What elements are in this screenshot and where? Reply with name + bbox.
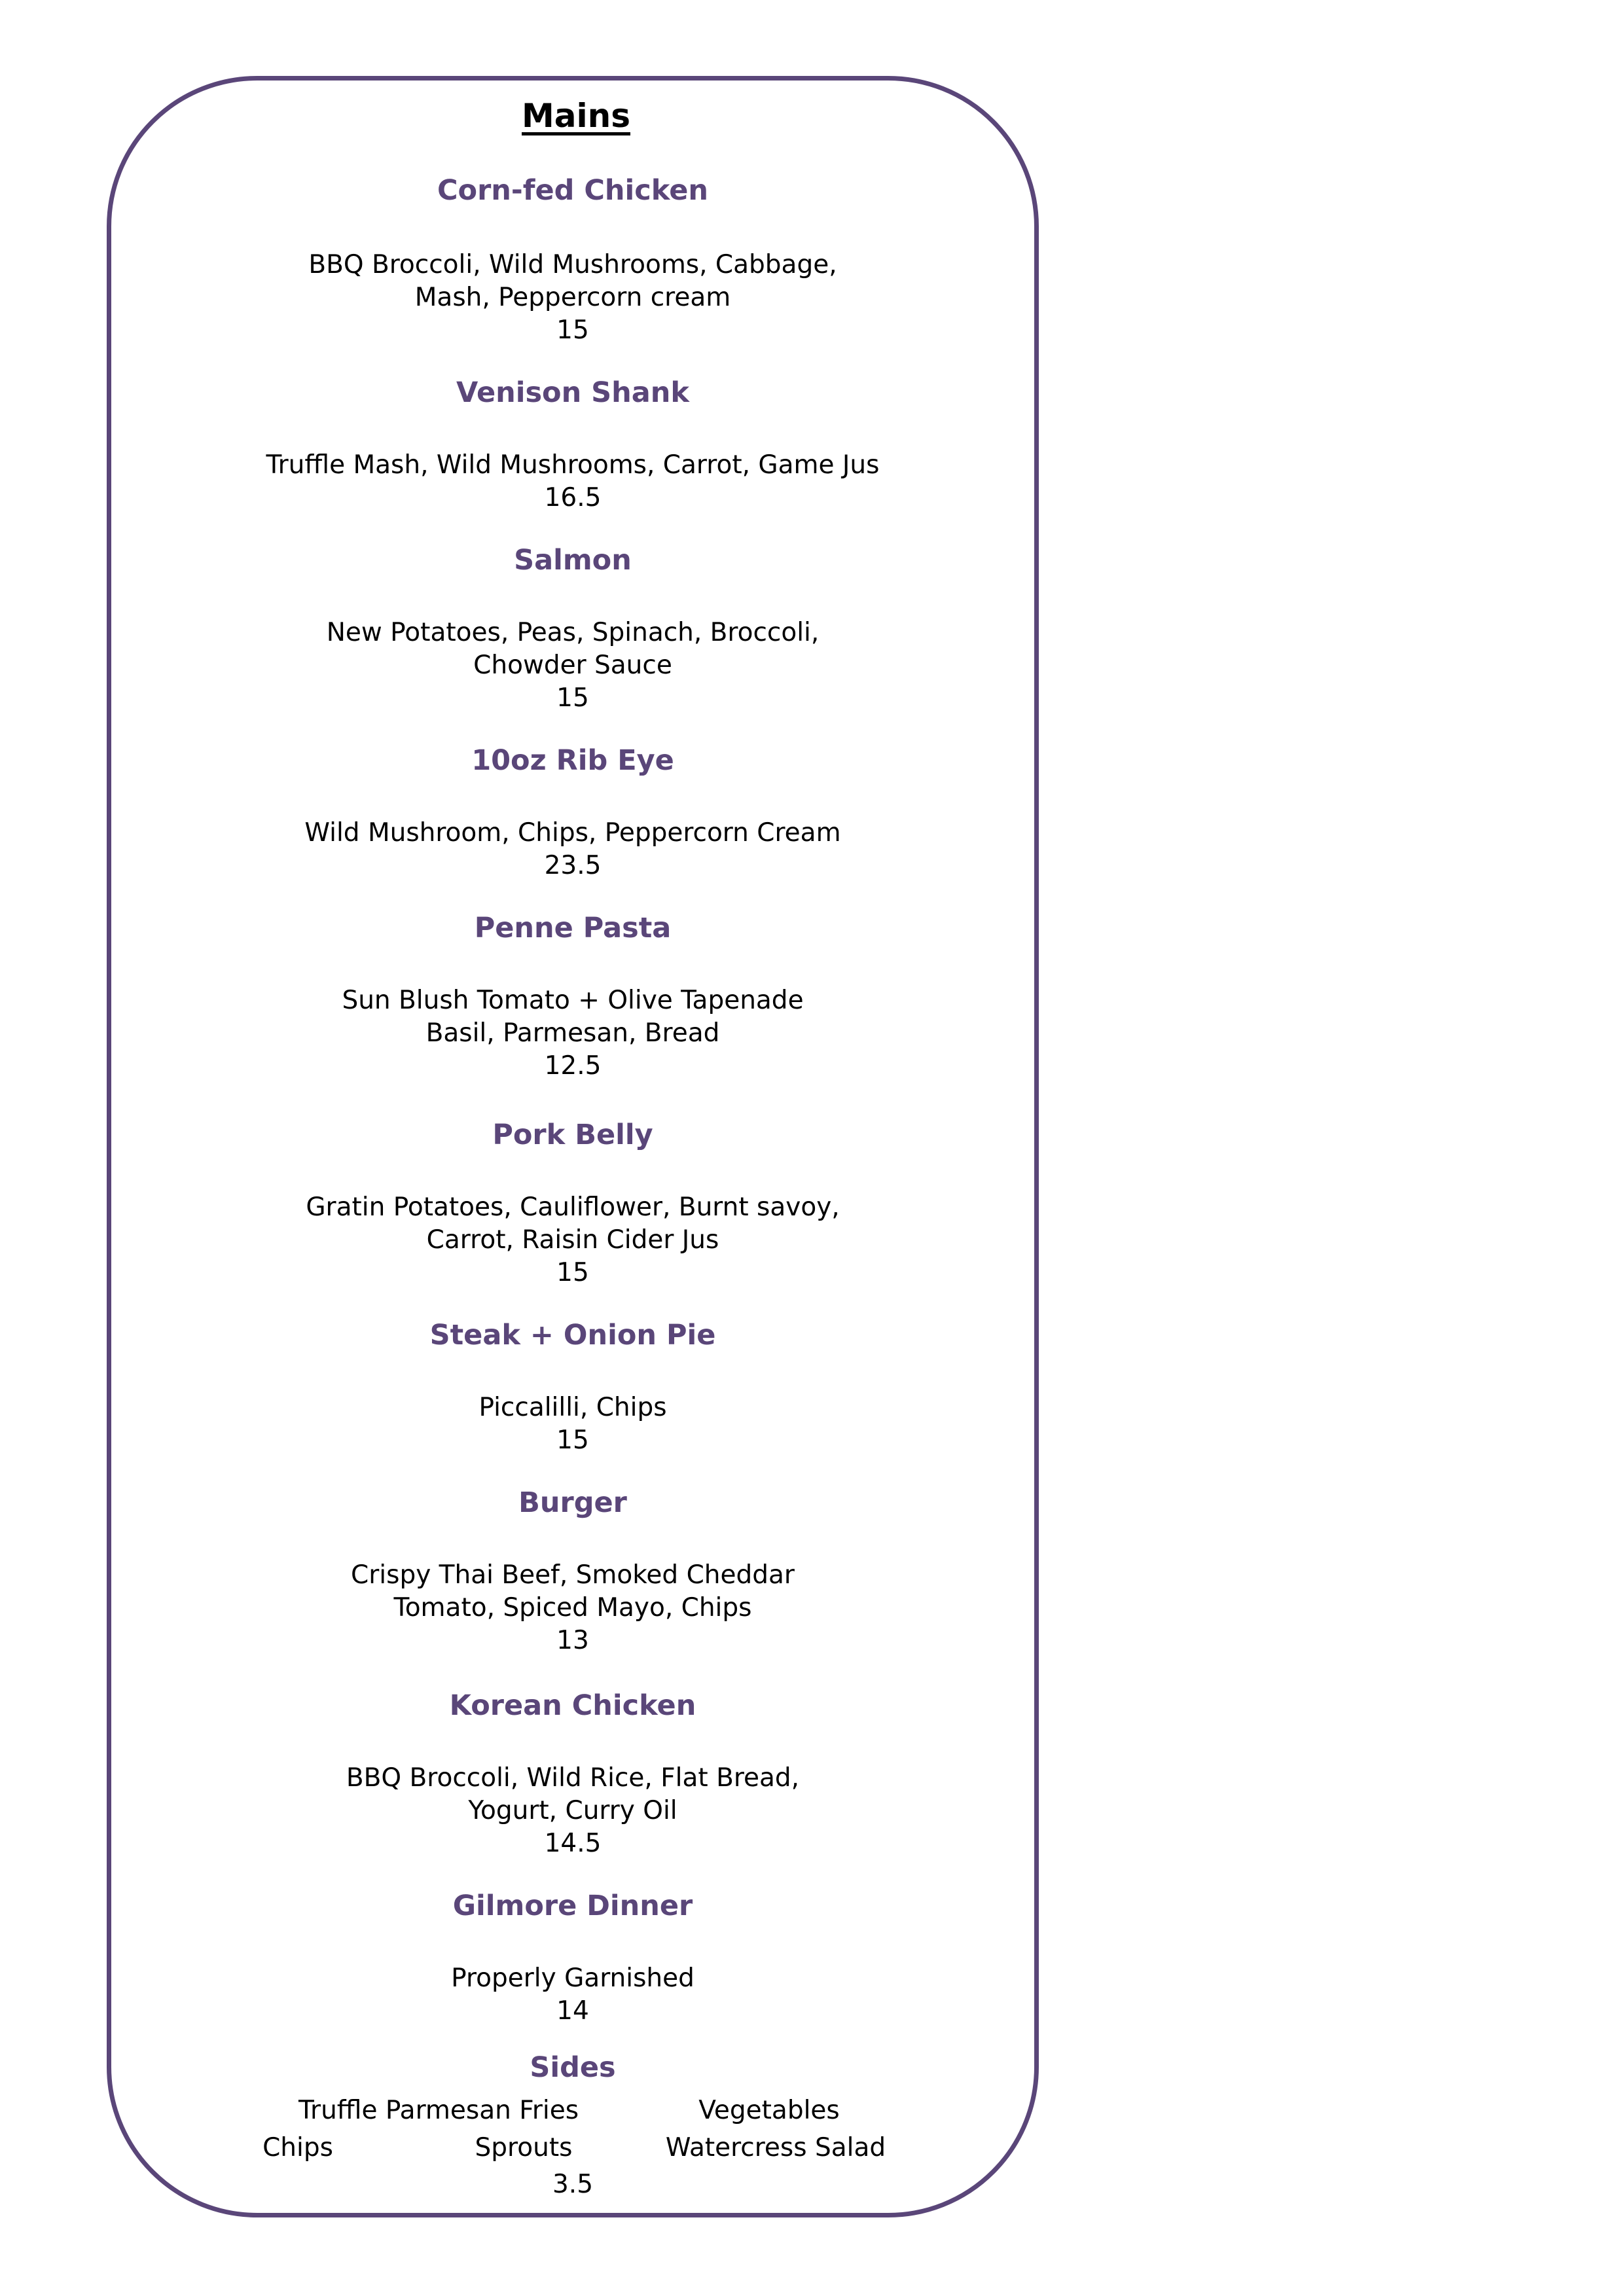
dish-name: Corn-fed Chicken (437, 174, 708, 207)
dish-description-line: Mash, Peppercorn cream (414, 283, 731, 312)
dish-price: 15 (556, 683, 589, 713)
dish-price: 13 (556, 1626, 589, 1655)
dish-name: Gilmore Dinner (452, 1890, 693, 1922)
side-item: Watercress Salad (665, 2133, 886, 2162)
dish-description-line: BBQ Broccoli, Wild Rice, Flat Bread, (346, 1763, 800, 1793)
side-item: Vegetables (698, 2096, 840, 2125)
dish-description-line: Tomato, Spiced Mayo, Chips (393, 1593, 752, 1623)
dish-name: Penne Pasta (474, 912, 672, 944)
dish-price: 15 (556, 315, 589, 345)
side-item: Chips (262, 2133, 333, 2162)
dish-description-line: Carrot, Raisin Cider Jus (426, 1225, 719, 1255)
dish-description-line: Truffle Mash, Wild Mushrooms, Carrot, Game Jus (266, 450, 880, 480)
dish-description-line: Crispy Thai Beef, Smoked Cheddar (351, 1560, 795, 1590)
dish-description-line: Wild Mushroom, Chips, Peppercorn Cream (304, 818, 841, 848)
dish-price: 15 (556, 1426, 589, 1455)
dish-description-line: Piccalilli, Chips (478, 1393, 667, 1422)
dish-name: Pork Belly (492, 1119, 653, 1151)
side-item: Truffle Parmesan Fries (298, 2096, 579, 2125)
dish-price: 14.5 (544, 1829, 602, 1858)
dish-name: Burger (518, 1486, 627, 1519)
dish-name: Salmon (514, 544, 632, 577)
dish-name: Korean Chicken (449, 1689, 696, 1722)
dish-price: 23.5 (544, 851, 602, 880)
dish-price: 15 (556, 1258, 589, 1287)
dish-price: 14 (556, 1996, 589, 2026)
dish-name: 10oz Rib Eye (471, 744, 674, 777)
side-item: Sprouts (475, 2133, 573, 2162)
sides-price: 3.5 (552, 2170, 594, 2199)
dish-description-line: BBQ Broccoli, Wild Mushrooms, Cabbage, (308, 250, 837, 279)
sides-heading: Sides (530, 2051, 616, 2084)
page-title: Mains (522, 97, 630, 135)
dish-description-line: Yogurt, Curry Oil (468, 1796, 677, 1825)
dish-description-line: New Potatoes, Peas, Spinach, Broccoli, (326, 618, 820, 647)
dish-description-line: Chowder Sauce (473, 651, 672, 680)
dish-description-line: Sun Blush Tomato + Olive Tapenade (342, 986, 804, 1015)
dish-description-line: Gratin Potatoes, Cauliflower, Burnt savoy, (306, 1193, 840, 1222)
dish-name: Venison Shank (456, 376, 689, 409)
dish-price: 16.5 (544, 483, 602, 512)
dish-name: Steak + Onion Pie (429, 1319, 716, 1352)
dish-price: 12.5 (544, 1051, 602, 1081)
dish-description-line: Basil, Parmesan, Bread (425, 1018, 720, 1048)
dish-description-line: Properly Garnished (451, 1964, 695, 1993)
